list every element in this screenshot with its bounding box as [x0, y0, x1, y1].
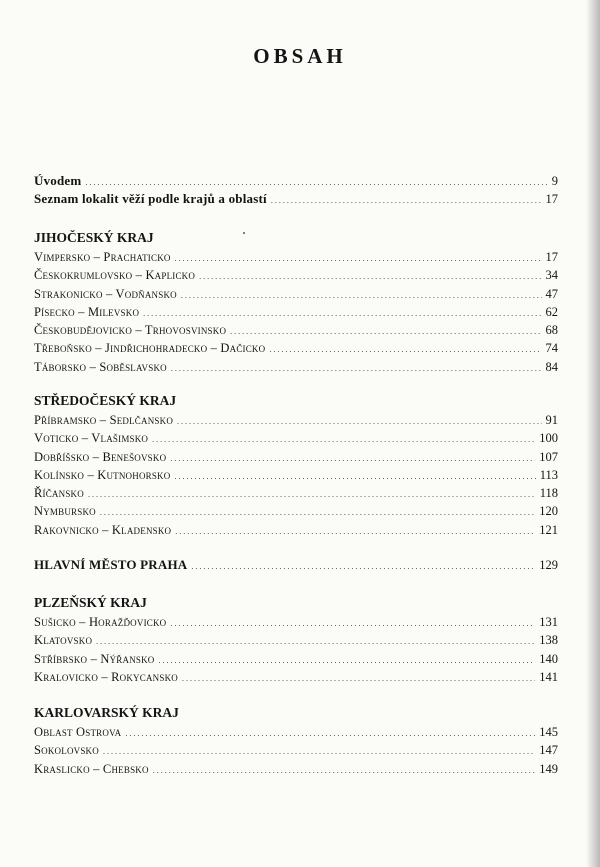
leader-dots: [152, 431, 535, 449]
toc-entry-page: 62: [545, 304, 558, 319]
leader-dots: [175, 250, 542, 268]
toc-entry[interactable]: [34, 556, 558, 574]
toc-entry-page: 47: [545, 286, 558, 301]
leader-dots: [96, 633, 535, 651]
toc-section-plzensky: [34, 593, 558, 686]
toc-entry-page: 141: [539, 669, 558, 684]
toc-entry-label: Českokrumlovsko – Kaplicko: [34, 268, 196, 283]
toc-entry-label: Příbramsko – Sedlčansko: [34, 413, 174, 427]
toc-entry-label: Českobudějovicko – Trhovosvinsko: [34, 323, 227, 338]
toc-section-karlovarsky: [34, 703, 558, 778]
toc-entry-label: Nymbursko: [34, 504, 96, 519]
toc-entry-page: 131: [539, 615, 558, 629]
toc-entry[interactable]: [34, 190, 558, 208]
section-heading: KARLOVARSKÝ KRAJ: [34, 705, 179, 720]
toc-entry-label: Dobříšsko – Benešovsko: [34, 449, 167, 464]
toc-entry[interactable]: [34, 650, 558, 668]
leader-dots: [230, 323, 541, 341]
toc-entry[interactable]: [34, 502, 558, 520]
toc-entry-label: Říčansko: [34, 486, 84, 501]
page-title: OBSAH: [253, 44, 347, 68]
toc-entry-page: 145: [539, 725, 558, 739]
leader-dots: [125, 725, 535, 743]
leader-dots: [191, 558, 535, 576]
toc-entry[interactable]: [34, 521, 558, 539]
toc-entry-page: 68: [545, 323, 558, 338]
toc-entry-label: Rakovnicko – Kladensko: [34, 522, 172, 537]
toc-entry[interactable]: [34, 248, 558, 266]
toc-entry-label: Kolínsko – Kutnohorsko: [34, 467, 171, 482]
leader-dots: [271, 192, 542, 210]
toc-entry-page: 129: [539, 558, 558, 572]
toc-entry-label: Klatovsko: [34, 633, 93, 648]
toc-entry-page: 100: [539, 431, 558, 446]
toc-entry-label: Sušicko – Horažďovicko: [34, 615, 167, 629]
toc-entry-page: 120: [539, 504, 558, 519]
toc-entry[interactable]: [34, 285, 558, 303]
page-edge-shadow: [586, 0, 600, 867]
toc-intro: [34, 172, 558, 209]
toc-entry-page: 17: [545, 250, 558, 264]
toc-entry[interactable]: [34, 741, 558, 759]
toc-entry[interactable]: [34, 303, 558, 321]
toc-entry[interactable]: [34, 339, 558, 357]
toc-entry[interactable]: [34, 484, 558, 502]
toc-entry[interactable]: [34, 466, 558, 484]
leader-dots: [177, 413, 541, 431]
leader-dots: [269, 341, 541, 359]
toc-entry-label: Vimpersko – Prachaticko: [34, 250, 171, 264]
toc-entry-label: Úvodem: [34, 173, 82, 188]
toc-section-jihocesky: [34, 228, 558, 376]
toc-entry[interactable]: [34, 411, 558, 429]
toc-entry[interactable]: [34, 429, 558, 447]
leader-dots: [103, 743, 535, 761]
leader-dots: [199, 268, 541, 286]
toc-entry-label: Třeboňsko – Jindřichohradecko – Dačicko: [34, 341, 266, 356]
leader-dots: [159, 652, 536, 670]
section-heading: JIHOČESKÝ KRAJ: [34, 230, 154, 245]
toc-entry-page: 113: [539, 467, 558, 482]
toc-section-praha: [34, 556, 558, 574]
toc-entry-page: 17: [545, 192, 558, 207]
toc-entry-label: Kralovicko – Rokycansko: [34, 669, 178, 684]
section-heading: PLZEŇSKÝ KRAJ: [34, 595, 147, 610]
toc-entry-page: 138: [539, 633, 558, 648]
toc-entry-page: 9: [551, 174, 558, 188]
toc-entry[interactable]: [34, 668, 558, 686]
scan-speck: [243, 232, 245, 234]
toc-entry[interactable]: [34, 631, 558, 649]
toc-entry-label: Táborsko – Soběslavsko: [34, 359, 167, 374]
toc-entry[interactable]: [34, 760, 558, 778]
toc-entry[interactable]: [34, 358, 558, 376]
leader-dots: [153, 762, 536, 780]
toc-entry-label: Oblast Ostrova: [34, 725, 122, 739]
toc-section-stredocesky: [34, 391, 558, 539]
toc-entry-page: 121: [539, 522, 558, 537]
toc-entry-label: Sokolovsko: [34, 743, 99, 758]
toc-entry[interactable]: [34, 172, 558, 190]
toc-entry-label: Voticko – Vlašimsko: [34, 431, 149, 446]
toc-entry-page: 107: [539, 449, 558, 464]
toc-entry-page: 149: [539, 761, 558, 776]
leader-dots: [88, 486, 536, 504]
toc-entry-page: 118: [539, 486, 558, 501]
toc-entry-page: 74: [545, 341, 558, 356]
toc-entry[interactable]: [34, 321, 558, 339]
toc-entry-page: 34: [545, 268, 558, 283]
toc-entry-label: Strakonicko – Vodňansko: [34, 286, 177, 301]
toc-entry-label: Kraslicko – Chebsko: [34, 761, 149, 776]
section-heading: HLAVNÍ MĚSTO PRAHA: [34, 557, 188, 572]
toc-entry[interactable]: [34, 723, 558, 741]
section-heading: STŘEDOČESKÝ KRAJ: [34, 393, 177, 408]
leader-dots: [175, 523, 535, 541]
toc-entry-label: Stříbrsko – Nýřansko: [34, 651, 155, 666]
leader-dots: [170, 615, 535, 633]
toc-entry[interactable]: [34, 613, 558, 631]
leader-dots: [170, 450, 535, 468]
toc-entry-page: 147: [539, 743, 558, 758]
toc-entry-page: 140: [539, 651, 558, 666]
toc-entry[interactable]: [34, 266, 558, 284]
leader-dots: [171, 360, 542, 378]
leader-dots: [174, 468, 535, 486]
toc-entry-label: Písecko – Milevsko: [34, 304, 140, 319]
toc-entry-label: Seznam lokalit věží podle krajů a oblastí: [34, 191, 267, 207]
leader-dots: [182, 670, 535, 688]
leader-dots: [181, 287, 542, 305]
toc-entry[interactable]: [34, 448, 558, 466]
toc-entry-page: 84: [545, 359, 558, 374]
toc-entry-page: 91: [545, 413, 558, 427]
